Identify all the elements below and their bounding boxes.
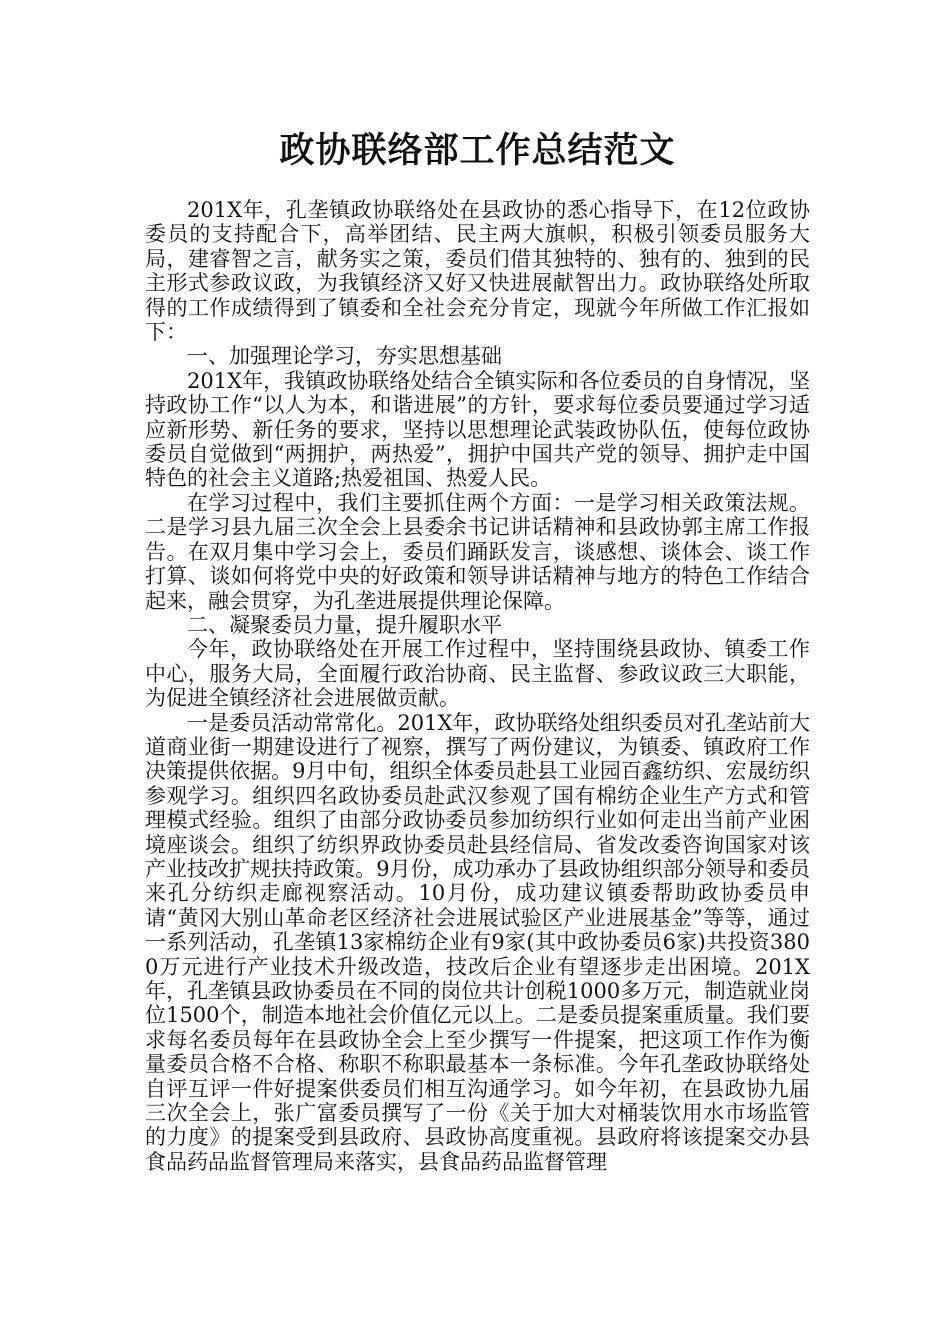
- paragraph-member-activities: 一是委员活动常常化。201X年，政协联络处组织委员对孔垄站前大道商业街一期建设进行了视察，撰写了两份建议，为镇委、镇政府工作决策提供依据。9月中旬，组织全体委员赴县工业园百鑫纺织、宏晟纺织参观学习。组织四名政协委员赴武汉参观了国有棉纺企业生产方式和管理模式经验。组织了由部分政协委员参加纺织行业如何走出当前产业困境座谈会。组织了纺织界政协委员赴县经信局、省发改委咨询国家对该产业技改扩规扶持政策。9月份，成功承办了县政协组织部分领导和委员来孔分纺织走廊视察活动。10月份，成功建议镇委帮助政协委员申请“黄冈大别山革命老区经济社会进展试验区产业进展基金”等等，通过一系列活动，孔垄镇13家棉纺企业有9家(其中政协委员6家)共投资3800万元进行产业技术升级改造，技改后企业有望逐步走出困境。201X年，孔垄镇县政协委员在不同的岗位共计创税1000多万元，制造就业岗位1500个，制造本地社会价值亿元以上。二是委员提案重质量。我们要求每名委员每年在县政协全会上至少撰写一件提案，把这项工作作为衡量委员合格不合格、称职不称职最基本一条标准。今年孔垄政协联络处自评互评一件好提案供委员们相互沟通学习。如今年初，在县政协九届三次全会上，张广富委员撰写了一份《关于加大对桶装饮用水市场监管的力度》的提案受到县政府、县政协高度重视。县政府将该提案交办县食品药品监督管理局来落实，县食品药品监督管理: [145, 710, 810, 1174]
- paragraph-study-process: 在学习过程中，我们主要抓住两个方面：一是学习相关政策法规。二是学习县九届三次全会上县委余书记讲话精神和县政协郭主席工作报告。在双月集中学习会上，委员们踊跃发言，谈感想、谈体会、谈工作打算、谈如何将党中央的好政策和领导讲话精神与地方的特色工作结合起来，融会贯穿，为孔垄进展提供理论保障。: [145, 490, 810, 613]
- document-page: [145, 128, 810, 1174]
- section-heading-1: 一、加强理论学习，夯实思想基础: [187, 344, 502, 369]
- paragraph-intro: 201X年，孔垄镇政协联络处在县政协的悉心指导下，在12位政协委员的支持配合下，高举团结、民主两大旗帜，积极引领委员服务大局，建睿智之言，献务实之策，委员们借其独特的、独有的、独到的民主形式参政议政，为我镇经济又好又快进展献智出力。政协联络处所取得的工作成绩得到了镇委和全社会充分肯定，现就今年所做工作汇报如下：: [145, 198, 810, 345]
- document-title: 政协联络部工作总结范文: [279, 131, 676, 171]
- section-heading-2: 二、凝聚委员力量，提升履职水平: [187, 612, 502, 637]
- paragraph-theory-study: 201X年，我镇政协联络处结合全镇实际和各位委员的自身情况，坚持政协工作“以人为本，和谐进展”的方针，要求每位委员要通过学习适应新形势、新任务的要求，坚持以思想理论武装政协队伍，使每位政协委员自觉做到“两拥护，两热爱”，拥护中国共产党的领导、拥护走中国特色的社会主义道路;热爱祖国、热爱人民。: [145, 368, 810, 491]
- paragraph-this-year: 今年，政协联络处在开展工作过程中，坚持围绕县政协、镇委工作中心，服务大局，全面履行政治协商、民主监督、参政议政三大职能，为促进全镇经济社会进展做贡献。: [145, 637, 810, 711]
- document-body: [145, 198, 810, 1174]
